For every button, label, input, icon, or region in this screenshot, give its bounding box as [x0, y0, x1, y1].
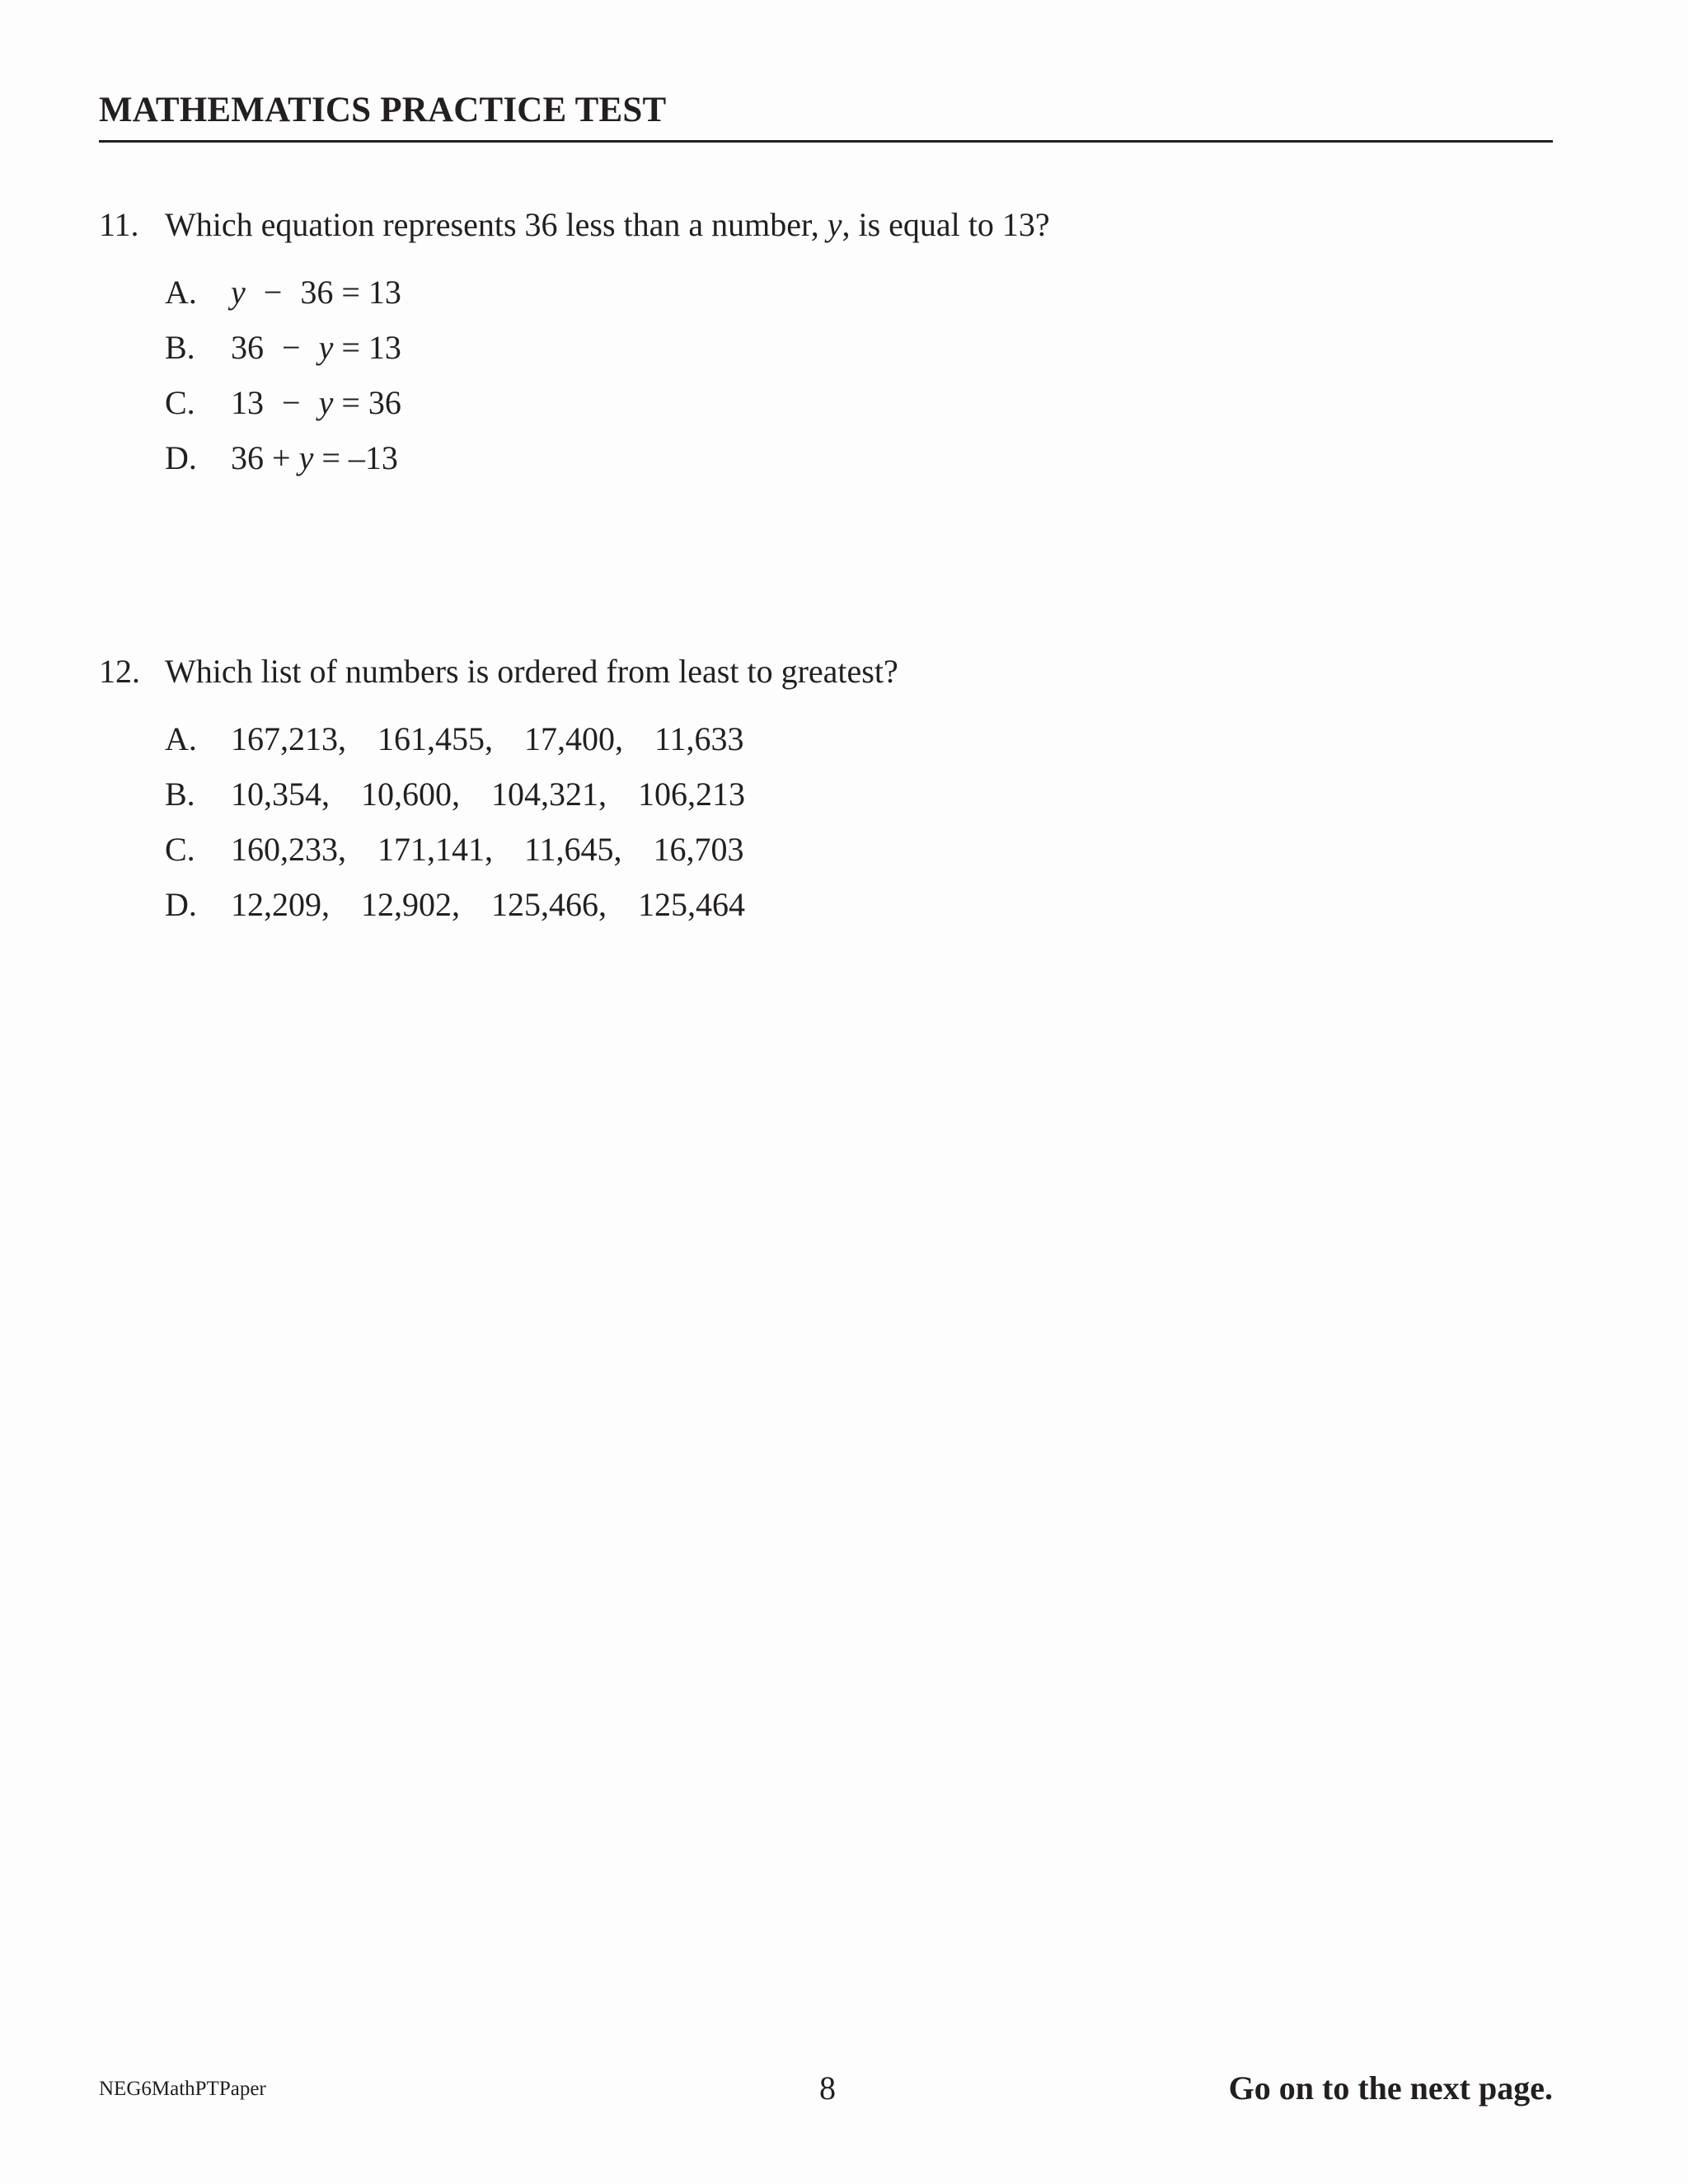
next-page-instruction: Go on to the next page. — [1228, 2069, 1553, 2107]
option-letter: A. — [165, 720, 197, 757]
option-text: y − 36 = 13 — [231, 274, 401, 311]
option-text: 13 − y = 36 — [231, 384, 401, 421]
option-letter: A. — [165, 274, 197, 311]
page-title: MATHEMATICS PRACTICE TEST — [99, 91, 667, 129]
document-code: NEG6MathPTPaper — [99, 2078, 266, 2100]
option-letter: B. — [165, 329, 195, 366]
option-letter: C. — [165, 831, 195, 868]
option-text: 167,213, 161,455, 17,400, 11,633 — [231, 720, 744, 757]
option-text: 12,209, 12,902, 125,466, 125,464 — [231, 886, 745, 923]
question-number: 12. — [99, 653, 140, 690]
option-text: 160,233, 171,141, 11,645, 16,703 — [231, 831, 744, 868]
option-text: 10,354, 10,600, 104,321, 106,213 — [231, 776, 745, 813]
question-text: Which list of numbers is ordered from least to greatest? — [165, 653, 898, 690]
option-letter: D. — [165, 886, 197, 923]
question-number: 11. — [99, 206, 139, 243]
page-number: 8 — [819, 2069, 836, 2107]
question-text: Which equation represents 36 less than a number, y, is equal to 13? — [165, 206, 1050, 243]
option-letter: B. — [165, 776, 195, 813]
page-header — [99, 89, 1553, 143]
option-text: 36 + y = –13 — [231, 439, 398, 476]
option-letter: D. — [165, 439, 197, 476]
option-text: 36 − y = 13 — [231, 329, 401, 366]
option-letter: C. — [165, 384, 195, 421]
